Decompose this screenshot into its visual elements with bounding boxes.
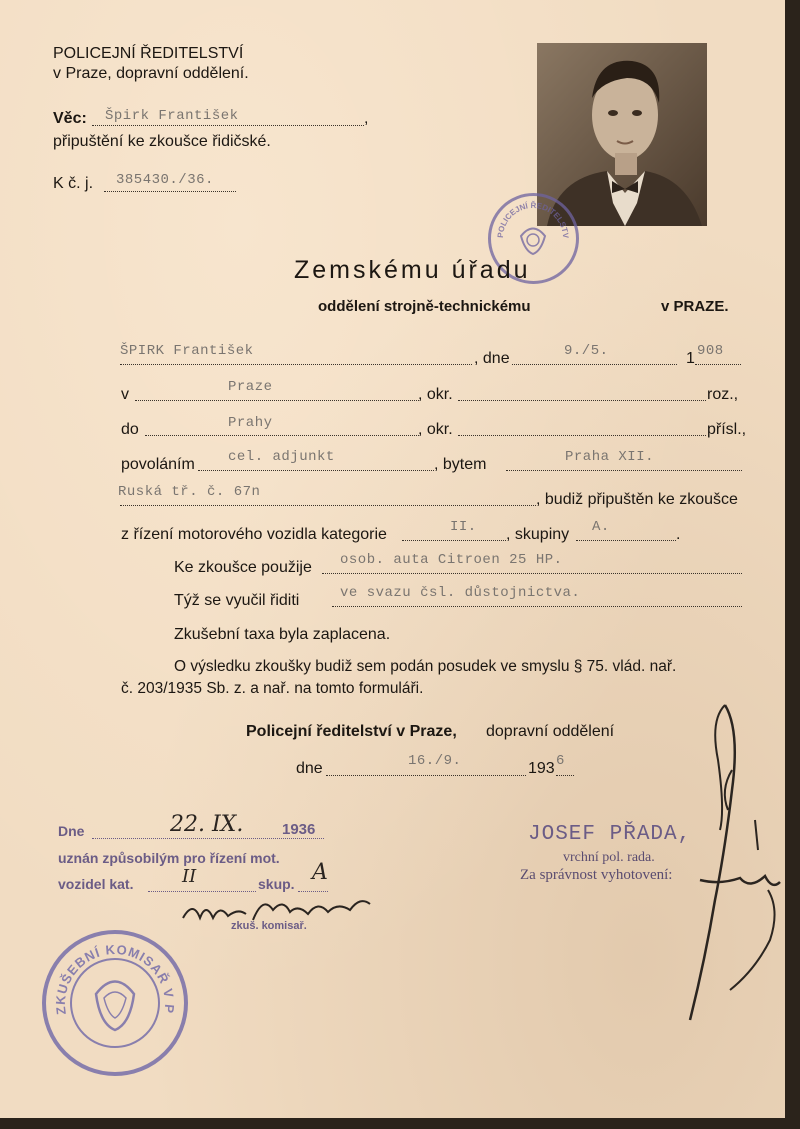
- issuer-rest: dopravní oddělení: [486, 723, 615, 740]
- v-label: v: [121, 386, 129, 403]
- year-dotted-line: [695, 364, 741, 365]
- vec-comma: ,: [364, 110, 369, 127]
- fee-text: Zkušební taxa byla zaplacena.: [174, 626, 391, 643]
- occupation-dotted-line: [198, 470, 434, 471]
- addressee-title: Zemskému úřadu: [294, 256, 531, 284]
- vehicle-label: Ke zkoušce použije: [174, 559, 312, 576]
- birth-year-prefix: 1: [686, 350, 695, 367]
- vec-line2: připuštění ke zkoušce řidičské.: [53, 133, 271, 150]
- exam-skup-label: skup.: [258, 876, 295, 892]
- result-line1: O výsledku zkoušky budiž sem podán posudek ve smyslu § 75. vlád. nař.: [174, 658, 677, 675]
- okr-dotted-line-2: [458, 435, 706, 436]
- kategorie-label: z řízení motorového vozidla kategorie: [121, 526, 387, 543]
- domicile: Prahy: [228, 415, 273, 431]
- residence-street: Ruská tř. č. 67n: [118, 484, 261, 500]
- name-dotted-line: [120, 364, 472, 365]
- office-subtitle: v Praze, dopravní oddělení.: [53, 65, 249, 82]
- residence-dotted-line: [506, 470, 742, 471]
- issue-year-prefix: 193: [528, 760, 555, 777]
- dne-label: , dne: [474, 350, 510, 367]
- povolanim-label: povoláním: [121, 456, 195, 473]
- kategorie-value: II.: [450, 519, 477, 535]
- exam-year: 1936: [282, 821, 316, 838]
- issue-year-digit: 6: [556, 753, 565, 769]
- birth-year: 908: [697, 343, 724, 359]
- learned-value: ve svazu čsl. důstojnictva.: [340, 585, 581, 601]
- admit-text: , budiž připuštěn ke zkoušce: [536, 491, 738, 508]
- born-dotted-line: [135, 400, 419, 401]
- commissioner-label: zkuš. komisař.: [231, 920, 307, 932]
- issue-dne-label: dne: [296, 760, 323, 777]
- exam-kat-label: vozidel kat.: [58, 876, 134, 892]
- kcj-dotted-line: [104, 191, 236, 192]
- bytem-label: , bytem: [434, 456, 487, 473]
- roz-label: roz.,: [707, 386, 739, 403]
- exam-kat-value: II: [182, 866, 197, 887]
- commission-seal-emblem: [46, 934, 184, 1072]
- kategorie-dotted-line: [402, 540, 506, 541]
- stamp-name: JOSEF PŘADA,: [528, 823, 692, 846]
- birthdate-dotted-line: [512, 364, 677, 365]
- exam-skup-value: A: [312, 860, 328, 885]
- exam-line2: uznán způsobilým pro řízení mot.: [58, 850, 280, 866]
- official-signature: [670, 700, 785, 1030]
- exam-dne-label: Dne: [58, 823, 85, 839]
- okr-dotted-line-1: [458, 400, 706, 401]
- residence-city: Praha XII.: [565, 449, 655, 465]
- skupiny-label: , skupiny: [506, 526, 570, 543]
- issue-date-dotted-line: [326, 775, 526, 776]
- vec-value: Špirk František: [105, 108, 239, 124]
- prisl-label: přísl.,: [707, 421, 747, 438]
- vehicle-value: osob. auta Citroen 25 HP.: [340, 552, 563, 568]
- occupation: cel. adjunkt: [228, 449, 335, 465]
- svg-text:POLICEJNÍ ŘEDITELSTVÍ V PRAZE: POLICEJNÍ ŘEDITELSTV: [495, 200, 571, 239]
- birth-date: 9./5.: [564, 343, 609, 359]
- skupiny-value: A.: [592, 519, 610, 535]
- kcj-value: 385430./36.: [116, 172, 214, 188]
- issue-year-dotted-line: [556, 775, 574, 776]
- svg-text:ZKUŠEBNÍ KOMISAŘ V PRAZE: ZKUŠEBNÍ KOMISAŘ V P: [52, 941, 178, 1016]
- do-label: do: [121, 421, 139, 438]
- scan-edge-right: [785, 0, 800, 1129]
- applicant-name: ŠPIRK František: [120, 343, 254, 359]
- kcj-label: K č. j.: [53, 175, 94, 192]
- addressee-city: v PRAZE.: [661, 298, 729, 315]
- born-place: Praze: [228, 379, 273, 395]
- addressee-subtitle: oddělení strojně-technickému: [318, 298, 531, 315]
- domicile-dotted-line: [145, 435, 419, 436]
- exam-date: 22. IX.: [170, 812, 244, 837]
- issue-date: 16./9.: [408, 753, 462, 769]
- commission-seal: [42, 930, 188, 1076]
- office-name: POLICEJNÍ ŘEDITELSTVÍ: [53, 45, 244, 62]
- result-line2: č. 203/1935 Sb. z. a nař. na tomto formuláři.: [121, 680, 424, 697]
- skupiny-dotted-line: [576, 540, 676, 541]
- okr-label-1: , okr.: [418, 386, 453, 403]
- vehicle-dotted-line: [322, 573, 742, 574]
- stamp-rank: vrchní pol. rada.: [563, 850, 655, 865]
- exam-date-dotted-line: [92, 838, 324, 839]
- learned-label: Týž se vyučil řiditi: [174, 592, 300, 609]
- vec-dotted-line: [92, 125, 364, 126]
- stamp-correct: Za správnost vyhotovení:: [520, 867, 673, 883]
- street-dotted-line: [120, 505, 536, 506]
- skupiny-period: .: [676, 526, 681, 543]
- issuer-bold: Policejní ředitelství v Praze,: [246, 723, 457, 740]
- scan-edge-bottom: [0, 1118, 800, 1129]
- vec-label: Věc:: [53, 110, 87, 127]
- okr-label-2: , okr.: [418, 421, 453, 438]
- learned-dotted-line: [332, 606, 742, 607]
